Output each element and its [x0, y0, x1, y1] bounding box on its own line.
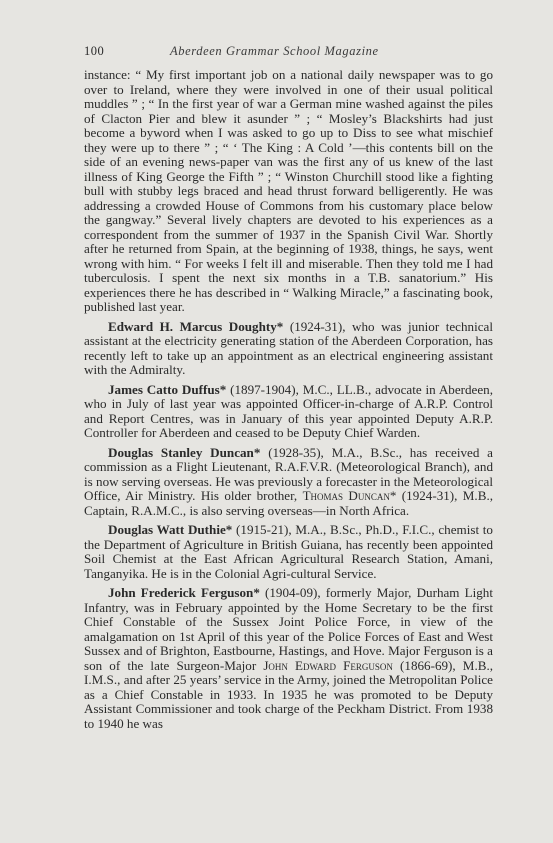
page-number: 100 [84, 44, 105, 58]
entry-text: (1897-1904), M.C., LL.B., advocate in Aberdeen, who in July of last year was appointed Officer-in-charge of A.R.P. Control and Report Centres, was in January of this year appointed Deputy A.R.P. Controller for Aberdeen and ceased to be Deputy Chief Warden. [84, 381, 493, 440]
entry-related-name: John Edward Ferguson [263, 657, 393, 673]
article-body [84, 68, 493, 731]
entry-text: (1924-31), who was junior technical assistant at the electricity generating station of the Aberdeen Corporation, has recently left to take up an appointment as an electrical engineering assistant with the Admiralty. [84, 318, 493, 377]
entry-doughty [84, 320, 493, 378]
paragraph-continuation [84, 68, 493, 315]
entry-text: (1915-21), M.A., B.Sc., Ph.D., F.I.C., chemist to the Department of Agriculture in British Guiana, has recently been appointed Soil Chemist at the East African Agricultural Research Station, Amani, Tanganyika. He is in the Colonial Agri-cultural Service. [84, 522, 493, 581]
entry-name: Douglas Stanley Duncan* [108, 444, 261, 460]
entry-duffus [84, 383, 493, 441]
entry-ferguson [84, 586, 493, 731]
entry-name: James Catto Duffus* [108, 381, 227, 397]
entry-duthie [84, 523, 493, 581]
entry-related-name: Thomas Duncan* [302, 488, 397, 503]
entry-duncan [84, 446, 493, 519]
page-header [84, 44, 493, 60]
paragraph-text: instance: “ My first important job on a national daily newspaper was to go over to Ireland, where they were involved in one of their usual political muddles ” ; “ In the first year of war a German mine washed against the piles of Clacton Pier and blew it asunder ” ; “ Mosley’s Blackshirts had just become a byword when I was asked to go up to Diss to see what mischief they were up to there ” ; “ ‘ The King : A Cold ’—this contents bill on the side of an evening news-paper van was the first any of us knew of the last illness of King George the Fifth ” ; “ Winston Churchill stood like a fighting bull with stubby legs braced and head thrust forward belligerently. He was addressing a crowded House of Commons from his customary place below the gangway.” Several lively chapters are devoted to his experiences as a correspondent from the summer of 1937 in the Spanish Civil War. Shortly after he returned from Spain, at the beginning of 1938, things, he says, went wrong with him. “ For weeks I felt ill and miserable. Then they told me I had tuberculosis. I spent the next six months in a T.B. sanatorium.” His experiences there he has described in “ Walking Miracle,” a fascinating book, published last year. [84, 67, 493, 314]
entry-name: Douglas Watt Duthie* [108, 522, 233, 537]
entry-text-cont: (1924-31), M.B., Captain, R.A.M.C., is also serving overseas—in North Africa. [84, 488, 493, 518]
entry-text: (1904-09), formerly Major, Durham Light Infantry, was in February appointed by the Home Secretary to be the first Chief Constable of the Sussex Joint Police Force, in view of the amalgamation on 1st April of this year of the Police Forces of East and West Sussex and of Brighton, Eastbourne, Hastings, and Hove. Major Ferguson is a son of the late Surgeon-Major [84, 585, 493, 673]
entry-text-cont: (1866-69), M.B., I.M.S., and after 25 years’ service in the Army, joined the Metropolitan Police as a Chief Constable in 1933. In 1935 he was promoted to be Deputy Assistant Commissioner and took charge of the Peckham District. From 1938 to 1940 he was [84, 657, 493, 731]
entry-name: John Frederick Ferguson* [108, 585, 260, 600]
running-title: Aberdeen Grammar School Magazine [170, 44, 379, 58]
entry-text: (1928-35), M.A., B.Sc., has received a commission as a Flight Lieutenant, R.A.F.V.R. (Meteorological Branch), and is now serving overseas. He was previously a forecaster in the Meteorological Office, Air Ministry. His older brother, [84, 444, 493, 503]
entry-name: Edward H. Marcus Doughty* [108, 318, 284, 334]
